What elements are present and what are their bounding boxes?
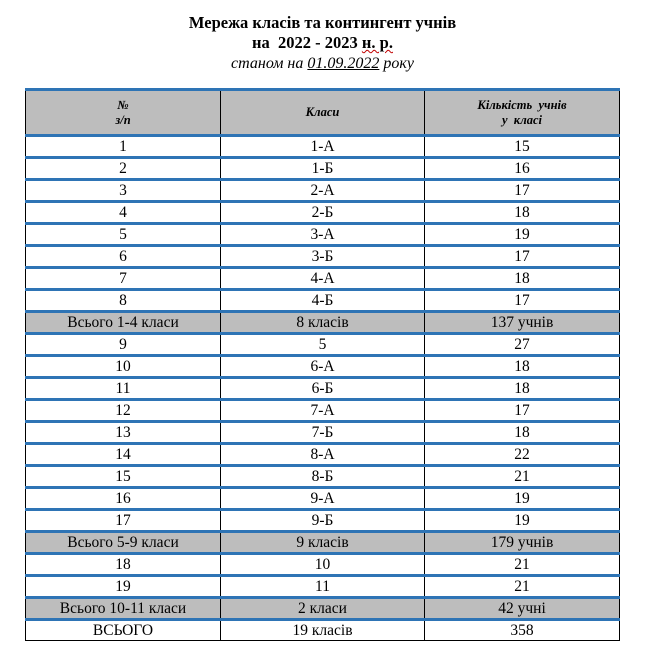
cell-student-count: 22 [425, 444, 620, 466]
cell-class-name: 6-А [221, 356, 425, 378]
table-row [26, 466, 620, 488]
cell-class-name: 3-Б [221, 246, 425, 268]
cell-class-name: 10 [221, 554, 425, 576]
table-row [26, 136, 620, 158]
cell-row-number: 16 [26, 488, 221, 510]
cell-row-number: 8 [26, 290, 221, 312]
cell-student-count: 19 [425, 488, 620, 510]
cell-student-count: 19 [425, 224, 620, 246]
cell-student-count: 17 [425, 290, 620, 312]
cell-student-count: 27 [425, 334, 620, 356]
cell-class-name: 3-А [221, 224, 425, 246]
cell-row-number: 12 [26, 400, 221, 422]
cell-student-count: 17 [425, 180, 620, 202]
cell-class-name: 7-Б [221, 422, 425, 444]
subtotal-row [26, 598, 620, 620]
school-year-line [0, 33, 645, 53]
table-row [26, 202, 620, 224]
table-row [26, 268, 620, 290]
cell-class-name: 6-Б [221, 378, 425, 400]
cell-row-number: 7 [26, 268, 221, 290]
header-student-count [425, 90, 620, 136]
cell-class-name: 4-Б [221, 290, 425, 312]
table-row [26, 488, 620, 510]
cell-class-name: 4-А [221, 268, 425, 290]
table-header-row [26, 90, 620, 136]
cell-student-count: 21 [425, 466, 620, 488]
cell-class-name: 11 [221, 576, 425, 598]
cell-student-count: 21 [425, 554, 620, 576]
header-number-sign: № [117, 97, 129, 112]
cell-row-number: 2 [26, 158, 221, 180]
header-number-abbrev: з/п [115, 112, 131, 127]
table-row [26, 356, 620, 378]
cell-class-name: 1-Б [221, 158, 425, 180]
cell-student-count: 358 [425, 620, 620, 641]
cell-row-number: 11 [26, 378, 221, 400]
cell-student-count: 17 [425, 246, 620, 268]
school-year-text: на 2022 - 2023 [252, 33, 362, 52]
school-year-abbrev: н. р. [361, 33, 393, 52]
cell-class-name: 2-Б [221, 202, 425, 224]
table-row [26, 246, 620, 268]
header-count-line1: Кількість учнів [477, 97, 567, 112]
cell-class-name: 8-А [221, 444, 425, 466]
table-row [26, 224, 620, 246]
cell-row-number: 17 [26, 510, 221, 532]
cell-row-number: 10 [26, 356, 221, 378]
cell-student-count: 179 учнів [425, 532, 620, 554]
cell-row-number: 5 [26, 224, 221, 246]
cell-student-count: 17 [425, 400, 620, 422]
cell-row-number: Всього 1-4 класи [26, 312, 221, 334]
cell-student-count: 16 [425, 158, 620, 180]
cell-class-name: 19 класів [221, 620, 425, 641]
cell-student-count: 15 [425, 136, 620, 158]
cell-class-name: 1-А [221, 136, 425, 158]
table-row [26, 334, 620, 356]
table-row [26, 180, 620, 202]
cell-student-count: 19 [425, 510, 620, 532]
as-of-date-line [0, 54, 645, 74]
cell-class-name: 9 класів [221, 532, 425, 554]
cell-row-number: 14 [26, 444, 221, 466]
table-row [26, 378, 620, 400]
header-classes: Класи [221, 90, 425, 136]
cell-row-number: 9 [26, 334, 221, 356]
subtotal-row [26, 312, 620, 334]
cell-row-number: 3 [26, 180, 221, 202]
cell-class-name: 2 класи [221, 598, 425, 620]
cell-row-number: 19 [26, 576, 221, 598]
cell-student-count: 18 [425, 356, 620, 378]
as-of-prefix: станом на [231, 55, 308, 72]
header-row-number [26, 90, 221, 136]
cell-row-number: Всього 10-11 класи [26, 598, 221, 620]
cell-student-count: 18 [425, 422, 620, 444]
header-count-line2: у класі [501, 112, 543, 127]
table-row [26, 422, 620, 444]
document-title: Мережа класів та контингент учнів [188, 13, 457, 32]
cell-row-number: 6 [26, 246, 221, 268]
cell-class-name: 9-Б [221, 510, 425, 532]
table-body [26, 136, 620, 641]
as-of-suffix: року [379, 55, 414, 72]
cell-student-count: 18 [425, 268, 620, 290]
cell-class-name: 5 [221, 334, 425, 356]
cell-row-number: 15 [26, 466, 221, 488]
cell-class-name: 8-Б [221, 466, 425, 488]
table-row [26, 510, 620, 532]
cell-class-name: 7-А [221, 400, 425, 422]
table-row [26, 554, 620, 576]
cell-row-number: ВСЬОГО [26, 620, 221, 641]
cell-row-number: Всього 5-9 класи [26, 532, 221, 554]
cell-row-number: 4 [26, 202, 221, 224]
table-row [26, 400, 620, 422]
table-row [26, 576, 620, 598]
grand-total-row [26, 620, 620, 641]
class-contingent-table [25, 88, 620, 641]
cell-class-name: 8 класів [221, 312, 425, 334]
cell-row-number: 18 [26, 554, 221, 576]
table-row [26, 290, 620, 312]
table-row [26, 444, 620, 466]
cell-row-number: 13 [26, 422, 221, 444]
cell-student-count: 18 [425, 202, 620, 224]
subtotal-row [26, 532, 620, 554]
cell-class-name: 2-А [221, 180, 425, 202]
cell-class-name: 9-А [221, 488, 425, 510]
table-row [26, 158, 620, 180]
cell-row-number: 1 [26, 136, 221, 158]
cell-student-count: 42 учні [425, 598, 620, 620]
cell-student-count: 21 [425, 576, 620, 598]
cell-student-count: 18 [425, 378, 620, 400]
as-of-date: 01.09.2022 [307, 55, 380, 72]
cell-student-count: 137 учнів [425, 312, 620, 334]
